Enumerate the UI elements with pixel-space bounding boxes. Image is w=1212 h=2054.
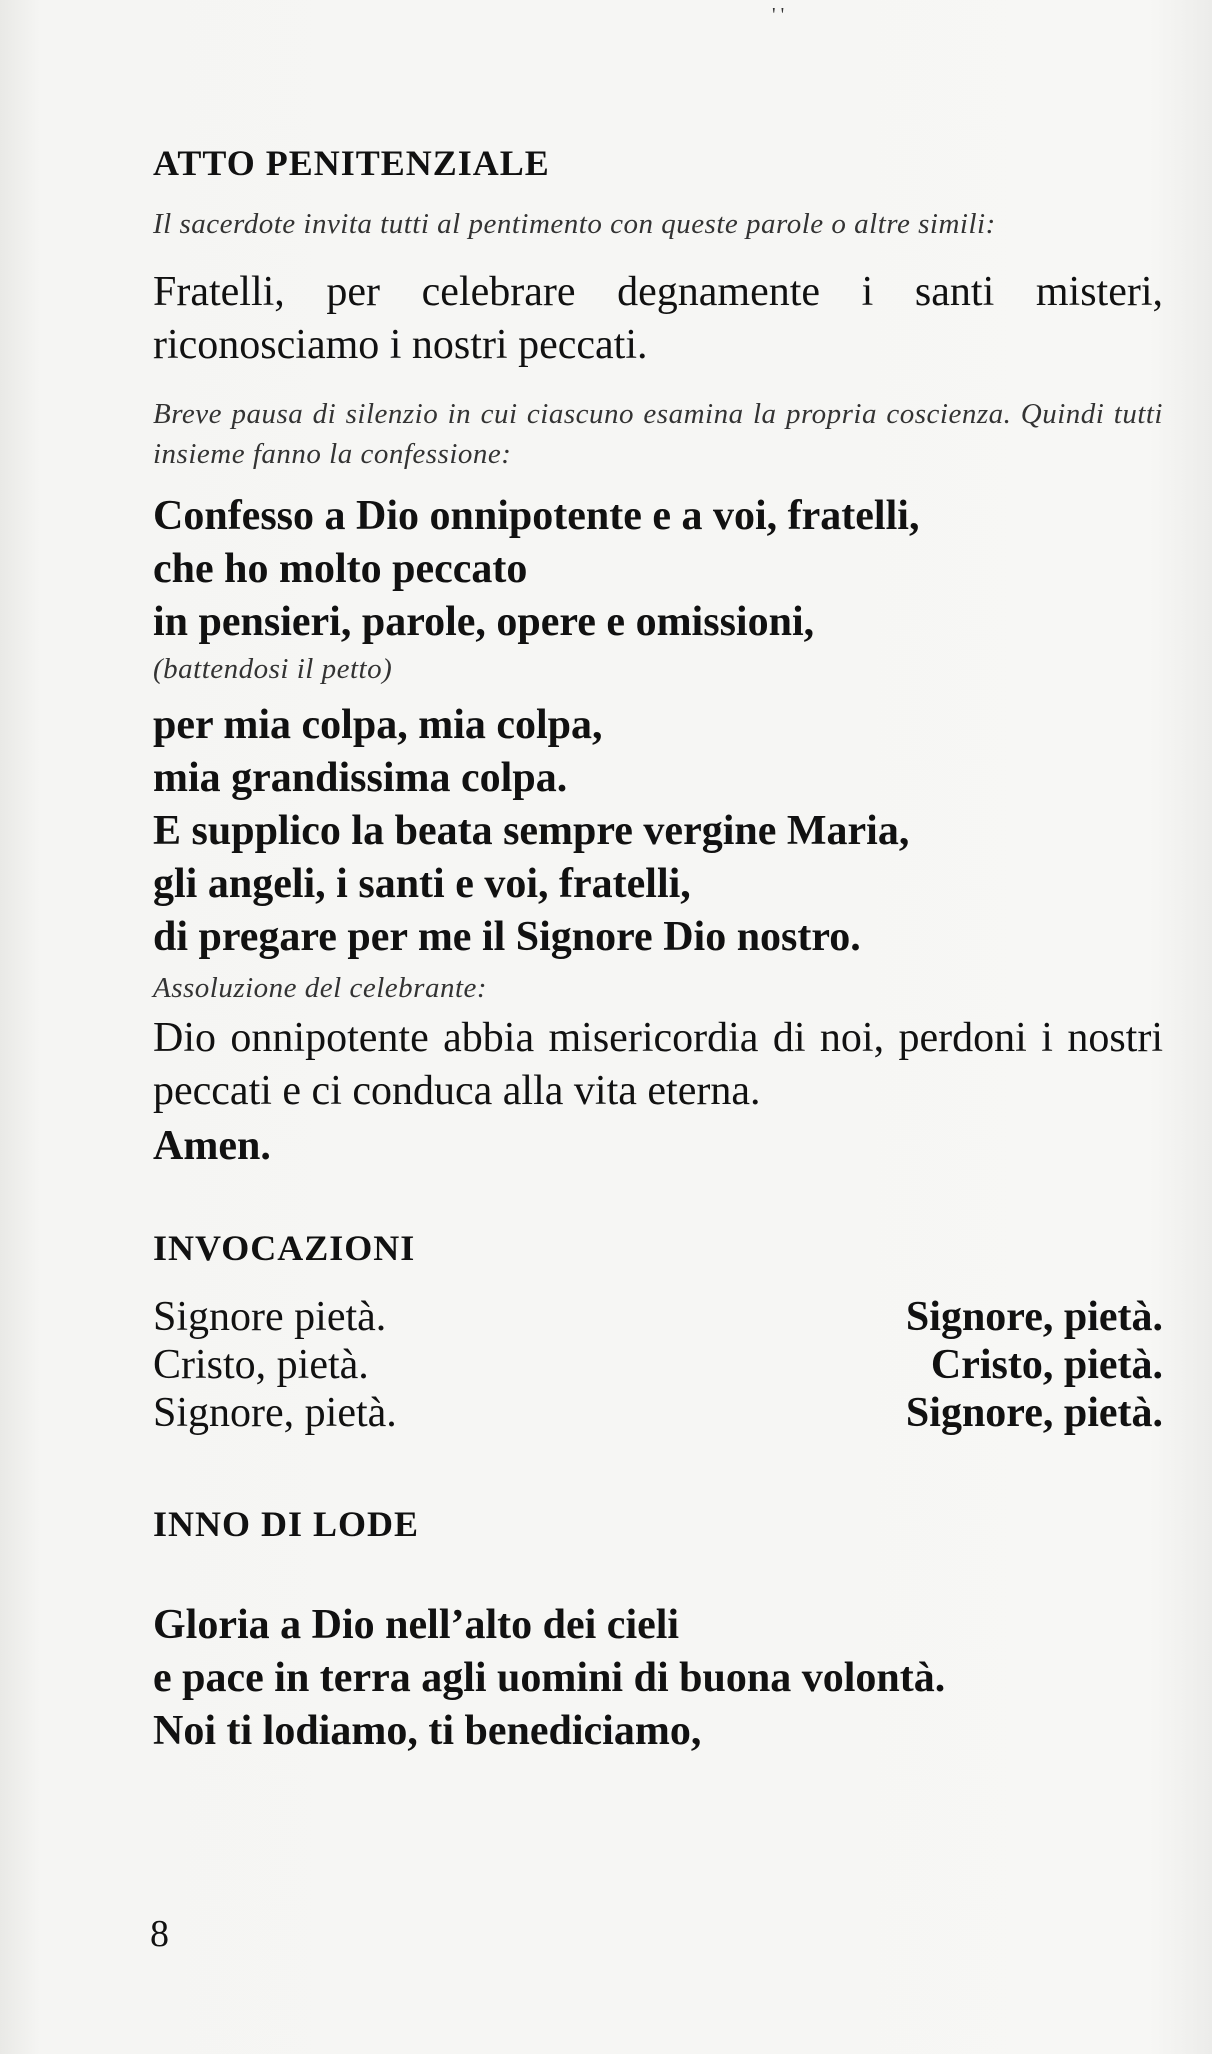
section-invocazioni [153,1215,1163,1437]
invocation-response: Cristo, pietà. [930,1342,1163,1388]
gloria-line: e pace in terra agli uomini di buona volontà. [153,1655,946,1701]
section-heading: ATTO PENITENZIALE [153,143,550,183]
gloria-line: Noi ti lodiamo, ti benediciamo, [153,1708,702,1754]
confiteor-line: in pensieri, parole, opere e omissioni, [153,599,815,645]
confiteor-line: che ho molto peccato [153,546,528,592]
page-content [153,130,1163,1758]
section-inno-di-lode [153,1491,1163,1758]
invocation-call: Signore pietà. [153,1294,387,1340]
invocation-row [153,1341,1163,1389]
confiteor-line: Confesso a Dio onnipotente e a voi, fratelli, [153,493,920,539]
invocation-response: Signore, pietà. [905,1294,1163,1340]
invocations-list [153,1293,1163,1437]
rubric-pause: Breve pausa di silenzio in cui ciascuno esamina la propria coscienza. Quindi tutti insieme fanno la confessione: [153,398,1163,470]
amen-response: Amen. [153,1123,271,1169]
priest-text: Fratelli, per celebrare degnamente i santi misteri, riconosciamo i nostri peccati. [153,269,1163,368]
invocation-call: Signore, pietà. [153,1390,397,1436]
invocation-call: Cristo, pietà. [153,1342,369,1388]
rubric-absolution: Assoluzione del celebrante: [153,972,488,1004]
gloria-text [153,1599,1163,1758]
section-atto-penitenziale [153,130,1163,1173]
rubric-gesture: (battendosi il petto) [153,653,393,685]
confiteor-line: mia grandissima colpa. [153,755,568,801]
confiteor-line: gli angeli, i santi e voi, fratelli, [153,861,691,907]
invocation-row [153,1293,1163,1341]
section-heading: INVOCAZIONI [153,1228,416,1268]
invocation-response: Signore, pietà. [905,1390,1163,1436]
gloria-line: Gloria a Dio nell’alto dei cieli [153,1602,680,1648]
confiteor-line: di pregare per me il Signore Dio nostro. [153,914,861,960]
rubric-invitation: Il sacerdote invita tutti al pentimento con queste parole o altre simili: [153,208,996,240]
confiteor-line: E supplico la beata sempre vergine Maria, [153,808,910,854]
absolution-text: Dio onnipotente abbia misericordia di noi, perdoni i nostri peccati e ci conduca alla vita eterna. [153,1015,1163,1114]
invocation-row [153,1389,1163,1437]
top-mark: ' ' [772,4,785,26]
confiteor-part-b [153,699,1163,964]
section-heading: INNO DI LODE [153,1504,420,1544]
confiteor-part-a [153,490,1163,649]
confiteor-line: per mia colpa, mia colpa, [153,702,603,748]
page-number: 8 [150,1913,169,1955]
